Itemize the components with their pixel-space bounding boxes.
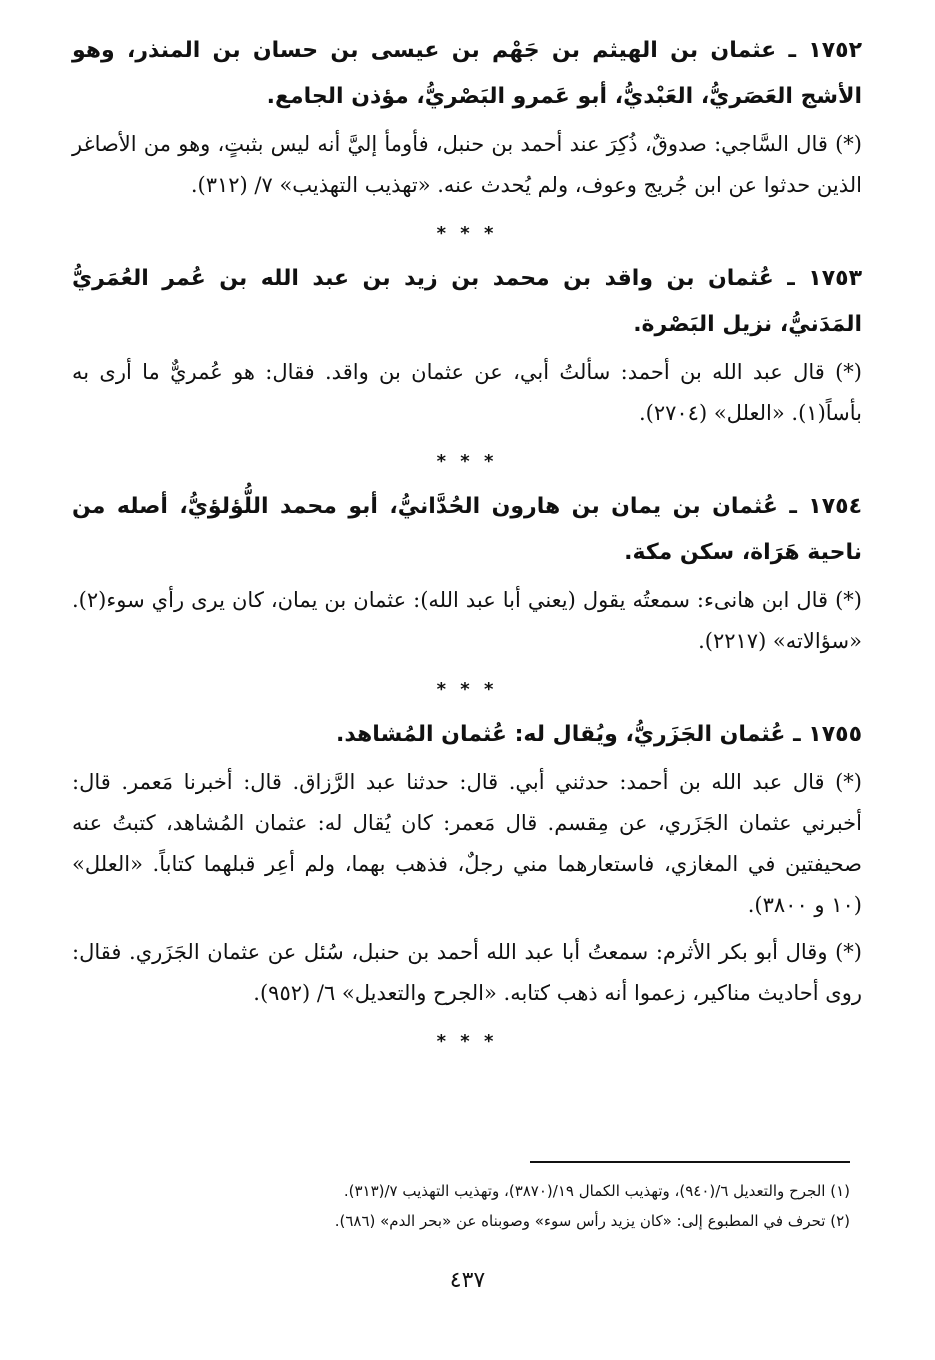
- section-separator: * * *: [436, 679, 498, 700]
- footnotes: [90, 1176, 850, 1236]
- entry-1755: [72, 712, 862, 1014]
- entry-heading: ١٧٥٣ ـ عُثمان بن واقد بن محمد بن زيد بن عبد الله بن عُمر العُمَريُّ المَدَنيُّ، نزيل البَصْرة.: [72, 266, 862, 337]
- section-separator: * * *: [436, 1031, 498, 1052]
- entry-heading: ١٧٥٤ ـ عُثمان بن يمان بن هارون الحُدَّانيُّ، أبو محمد اللُّؤلؤيُّ، أصله من ناحية هَرَاة، سكن مكة.: [72, 494, 862, 565]
- entry-heading: ١٧٥٢ ـ عثمان بن الهيثم بن جَهْم بن عيسى بن حسان بن المنذر، وهو الأشج العَصَريُّ، العَبْديُّ، أبو عَمرو البَصْريُّ، مؤذن الجامع.: [72, 38, 862, 109]
- main-text: [72, 28, 862, 1064]
- entry-1753: [72, 256, 862, 434]
- entry-paragraph: (*) قال السَّاجي: صدوقٌ، ذُكِرَ عند أحمد بن حنبل، فأومأ إليَّ أنه ليس بثبتٍ، وهو من الأصاغر الذين حدثوا عن ابن جُريج وعوف، ولم يُحدث عنه. «تهذيب التهذيب» ٧/ (٣١٢).: [72, 132, 862, 197]
- entry-1754: [72, 484, 862, 662]
- entry-paragraph: (*) قال ابن هانىء: سمعتُه يقول (يعني أبا عبد الله): عثمان بن يمان، كان يرى رأي سوء(٢). «سؤالاته» (٢٢١٧).: [72, 588, 862, 653]
- entry-paragraph: (*) قال عبد الله بن أحمد: سألتُ أبي، عن عثمان بن واقد. فقال: هو عُمريٌّ ما أرى به بأساً(١). «العلل» (٢٧٠٤).: [72, 360, 862, 425]
- entry-heading: ١٧٥٥ ـ عُثمان الجَزَريُّ، ويُقال له: عُثمان المُشاهد.: [335, 722, 862, 747]
- entry-paragraph: (*) وقال أبو بكر الأثرم: سمعتُ أبا عبد الله أحمد بن حنبل، سُئل عن عثمان الجَزَري. فقال: روى أحاديث مناكير، زعموا أنه ذهب كتابه. «الجرح والتعديل» ٦/ (٩٥٢).: [72, 940, 862, 1005]
- footnote-1: (١) الجرح والتعديل ٦/(٩٤٠)، وتهذيب الكمال ١٩/(٣٨٧٠)، وتهذيب التهذيب ٧/(٣١٣).: [343, 1182, 850, 1200]
- page-number: ٤٣٧: [449, 1268, 486, 1293]
- entry-1752: [72, 28, 862, 206]
- footnote-2: (٢) تحرف في المطبوع إلى: «كان يزيد رأس سوء» وصوبناه عن «بحر الدم» (٦٨٦).: [334, 1212, 850, 1230]
- section-separator: * * *: [436, 223, 498, 244]
- section-separator: * * *: [436, 451, 498, 472]
- entry-paragraph: (*) قال عبد الله بن أحمد: حدثني أبي. قال: حدثنا عبد الرَّزاق. قال: أخبرنا مَعمر. قال: أخبرني عثمان الجَزَري، عن مِقسم. قال مَعمر: كان يُقال له: عثمان المُشاهد، كتبتُ عنه صحيفتين في المغازي، فاستعارهما مني رجلٌ، فذهب بهما، ولم أعِر قبلهما كتاباً. «العلل» (١٠ و ٣٨٠٠).: [72, 770, 862, 917]
- footnote-divider: [530, 1161, 850, 1163]
